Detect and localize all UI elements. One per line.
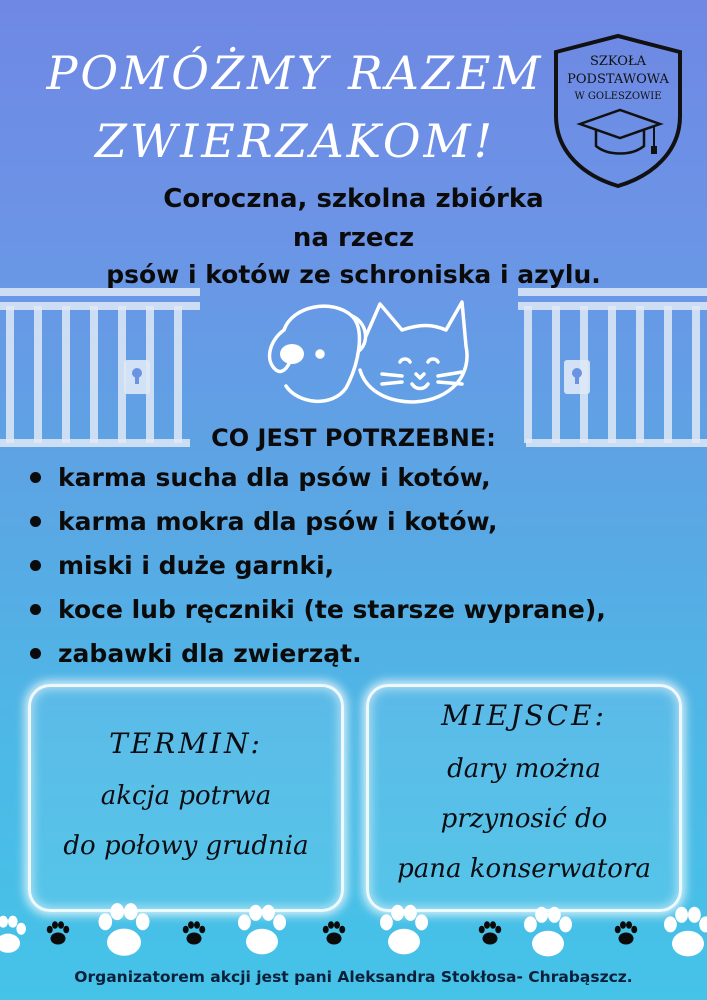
paw-icon [524,907,572,957]
list-item-text: zabawki dla zwierząt. [58,639,362,668]
paw-icon [380,905,428,955]
miejsce-heading: MIEJSCE: [441,699,607,732]
list-item-text: karma mokra dla psów i kotów, [58,507,498,536]
paw-icon [615,921,638,944]
organizer-footer: Organizatorem akcji jest pani Aleksandra Stokłosa- Chrabąszcz. [74,968,633,986]
termin-line1: akcja potrwa [100,781,272,811]
miejsce-line2: przynosić do [440,804,608,834]
list-item-text: miski i duże garnki, [58,551,335,580]
intro-line1: Coroczna, szkolna zbiórka [163,184,544,214]
termin-line2: do połowy grudnia [63,831,309,861]
badge-line3: W GOLESZOWIE [574,91,662,102]
graduation-cap-icon [580,110,660,154]
poster-title-line2: ZWIERZAKOM! [94,114,496,168]
dog-cat-icon [262,296,472,416]
poster-title-line1: POMÓŻMY RAZEM [46,46,544,100]
paw-prints-row [0,900,707,965]
paw-icon [323,921,346,944]
miejsce-line3: pana konserwatora [397,854,651,884]
badge-line2: PODSTAWOWA [567,72,669,87]
list-item [30,594,606,638]
list-item [30,506,606,550]
bullet-icon [30,516,41,527]
paw-icon [47,921,70,944]
paw-icon [664,907,707,957]
intro-line3: psów i kotów ze schroniska i azylu. [106,260,601,289]
list-item-text: karma sucha dla psów i kotów, [58,463,491,492]
paw-icon [183,921,206,944]
list-item [30,638,606,682]
list-item-text: koce lub ręczniki (te starsze wyprane), [58,595,606,624]
bullet-icon [30,472,41,483]
bullet-icon [30,560,41,571]
intro-line2: na rzecz [292,223,415,253]
bullet-icon [30,648,41,659]
needs-list [30,462,606,682]
termin-heading: TERMIN: [109,727,263,760]
list-item [30,550,606,594]
list-item [30,462,606,506]
paw-icon [479,921,502,944]
paw-icon [99,903,150,956]
miejsce-line1: dary można [447,754,601,784]
paw-icon [0,916,26,953]
badge-line1: SZKOŁA [589,54,647,69]
paw-icon [238,905,286,955]
bullet-icon [30,604,41,615]
needs-heading: CO JEST POTRZEBNE: [211,424,496,452]
